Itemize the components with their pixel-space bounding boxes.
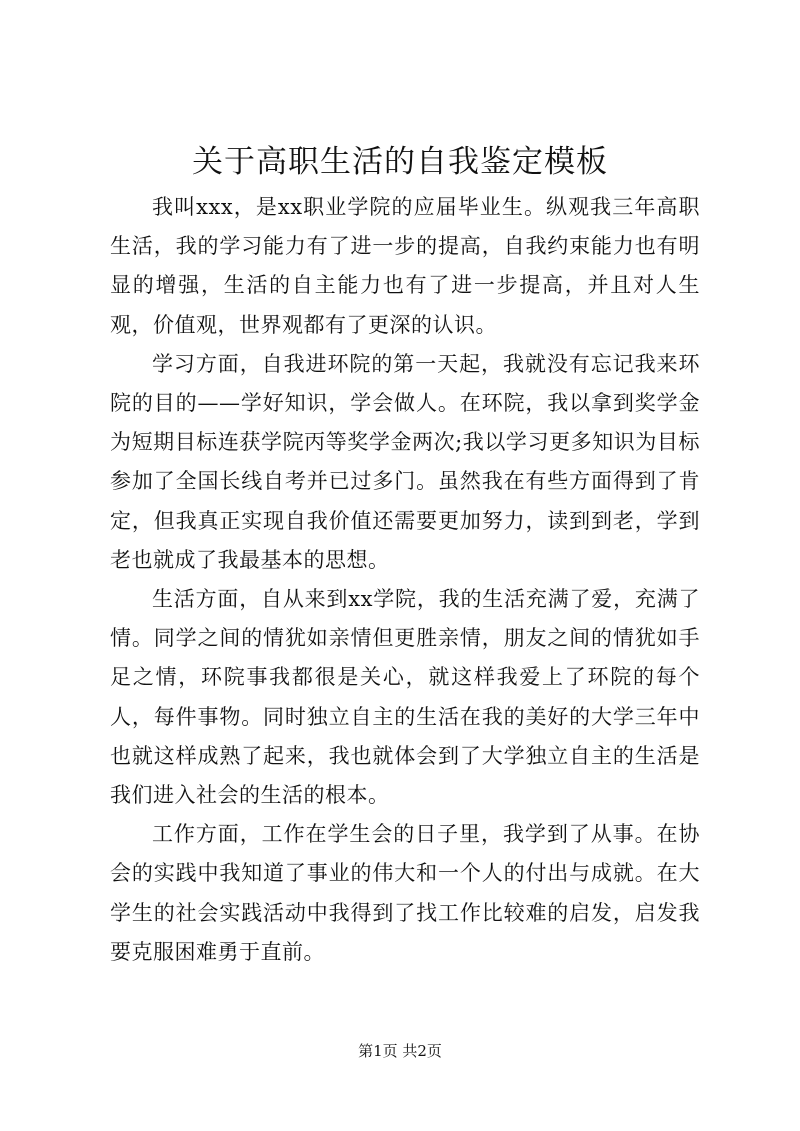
page-footer: 第1页 共2页 <box>358 1042 442 1060</box>
paragraph-life: 生活方面，自从来到xx学院，我的生活充满了爱，充满了情。同学之间的情犹如亲情但更胜亲情，朋友之间的情犹如手足之情，环院事我都很是关心，就这样我爱上了环院的每个人，每件事物。同时独立自主的生活在我的美好的大学三年中也就这样成熟了起来，我也就体会到了大学独立自主的生活是我们进入社会的生活的根本。 <box>110 587 700 808</box>
paragraph-study: 学习方面，自我进环院的第一天起，我就没有忘记我来环院的目的——学好知识，学会做人。在环院，我以拿到奖学金为短期目标连获学院丙等奖学金两次;我以学习更多知识为目标参加了全国长线自考并已过多门。虽然我在有些方面得到了肯定，但我真正实现自我价值还需要更加努力，读到到老，学到老也就成了我最基本的思想。 <box>110 351 700 572</box>
document-body <box>110 188 700 972</box>
paragraph-work: 工作方面，工作在学生会的日子里，我学到了从事。在协会的实践中我知道了事业的伟大和一个人的付出与成就。在大学生的社会实践活动中我得到了找工作比较难的启发，启发我要克服困难勇于直前。 <box>110 822 700 964</box>
document-title: 关于高职生活的自我鉴定模板 <box>192 144 608 180</box>
paragraph-intro: 我叫xxx，是xx职业学院的应届毕业生。纵观我三年高职生活，我的学习能力有了进一步的提高，自我约束能力也有明显的增强，生活的自主能力也有了进一步提高，并且对人生观，价值观，世界观都有了更深的认识。 <box>110 195 700 337</box>
